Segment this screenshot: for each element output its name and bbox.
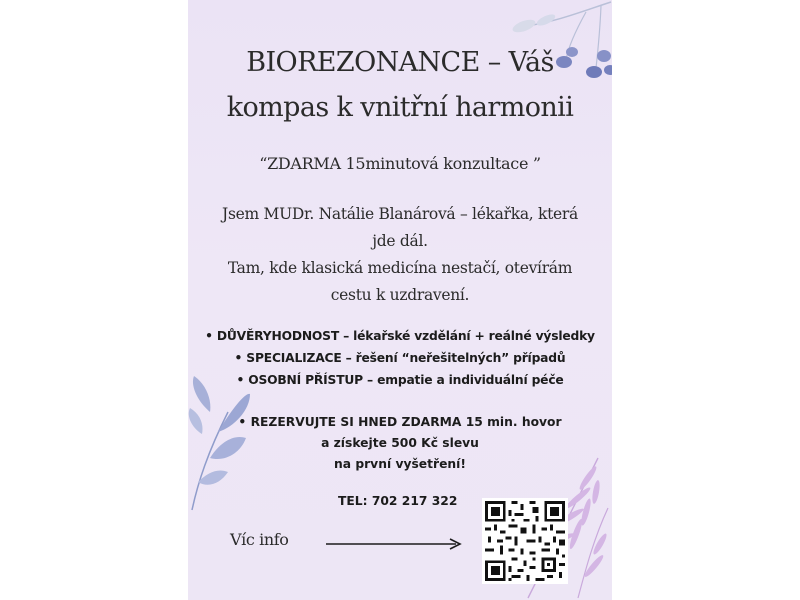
more-info-label: Víc info	[230, 530, 289, 549]
poster	[188, 0, 612, 600]
offer-line-3: na první vyšetření!	[333, 457, 467, 471]
benefit-item: • DŮVĚRYHODNOST – lékařské vzdělání + reálné výsledky	[205, 329, 595, 343]
intro-line-4: cestu k uzdravení.	[330, 286, 470, 304]
benefit-item: • SPECIALIZACE – řešení “neřešitelných” případů	[234, 351, 566, 365]
phone-number[interactable]: TEL: 702 217 322	[338, 494, 458, 508]
poster-title	[188, 40, 612, 130]
intro-paragraph	[188, 201, 612, 309]
benefit-list	[188, 325, 612, 391]
free-consultation-subtitle: “ZDARMA 15minutová konzultace ”	[259, 154, 541, 173]
intro-line-2: jde dál.	[372, 232, 428, 250]
intro-line-3: Tam, kde klasická medicína nestačí, otevírám	[227, 259, 573, 277]
booking-offer	[188, 412, 612, 475]
intro-line-1: Jsem MUDr. Natálie Blanárová – lékařka, která	[222, 205, 578, 223]
offer-line-2: a získejte 500 Kč slevu	[321, 436, 479, 450]
qr-code[interactable]	[482, 498, 568, 584]
title-line-2: kompas k vnitřní harmonii	[226, 92, 574, 123]
arrow-right-icon	[324, 537, 464, 551]
title-line-1: BIOREZONANCE – Váš	[246, 47, 554, 78]
offer-line-1: • REZERVUJTE SI HNED ZDARMA 15 min. hovor	[238, 415, 562, 429]
benefit-item: • OSOBNÍ PŘÍSTUP – empatie a individuální péče	[236, 373, 564, 387]
